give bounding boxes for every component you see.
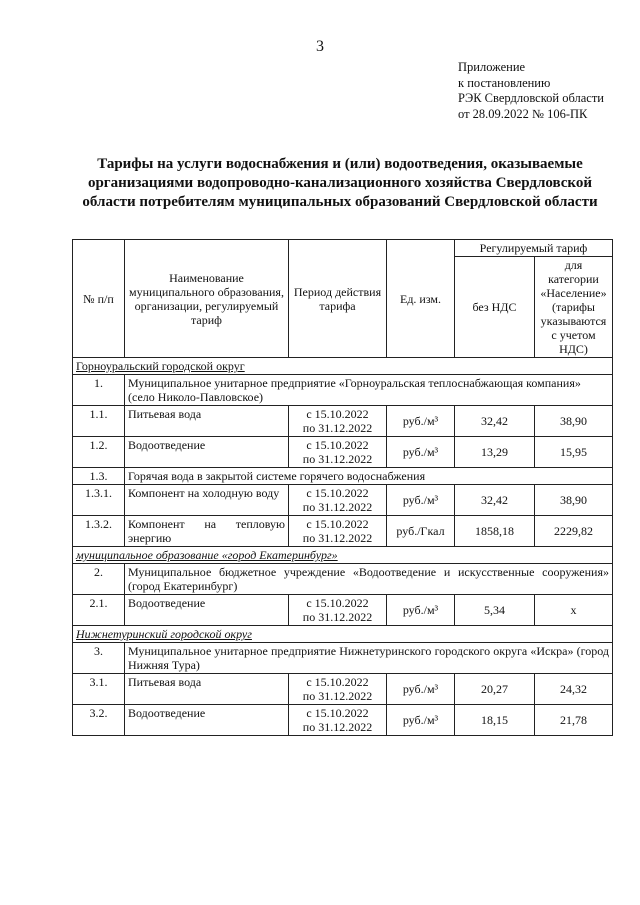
header-unit: Ед. изм. [387,240,455,358]
row-num: 1.1. [73,406,125,437]
row-population: 38,90 [535,485,613,516]
org-name: Муниципальное унитарное предприятие «Горноуральская теплоснабжающая компания» (село Николо-Павловское) [125,375,613,406]
subgroup-num: 1.3. [73,468,125,485]
row-name: Компонент на тепловую энергию [125,516,289,547]
table-row [73,705,613,736]
row-without-vat: 32,42 [455,406,535,437]
org-num: 3. [73,643,125,674]
header-num: № п/п [73,240,125,358]
row-unit: руб./Гкал [387,516,455,547]
row-period: с 15.10.2022 по 31.12.2022 [289,406,387,437]
header-regulated: Регулируемый тариф [455,240,613,257]
org-num: 1. [73,375,125,406]
header-population: для категории «Население» (тарифы указываются с учетом НДС) [535,257,613,358]
section-title: Нижнетуринский городской округ [73,626,613,643]
appendix-line: РЭК Свердловской области [458,91,604,105]
row-without-vat: 5,34 [455,595,535,626]
row-population: x [535,595,613,626]
row-unit: руб./м³ [387,595,455,626]
appendix-note [458,60,604,122]
org-num: 2. [73,564,125,595]
table-row [73,485,613,516]
row-without-vat: 20,27 [455,674,535,705]
row-period: с 15.10.2022 по 31.12.2022 [289,595,387,626]
subgroup-name: Горячая вода в закрытой системе горячего водоснабжения [125,468,613,485]
row-name: Водоотведение [125,437,289,468]
table-row [73,406,613,437]
row-period: с 15.10.2022 по 31.12.2022 [289,516,387,547]
row-population: 15,95 [535,437,613,468]
appendix-line: от 28.09.2022 № 106-ПК [458,106,588,121]
document-title: Тарифы на услуги водоснабжения и (или) водоотведения, оказываемые организациями водопроводно-канализационного хозяйства Свердловской области потребителям муниципальных образований Свердловской области [82,156,598,210]
header-name: Наименование муниципального образования, организации, регулируемый тариф [125,240,289,358]
row-name: Водоотведение [125,705,289,736]
row-without-vat: 18,15 [455,705,535,736]
row-num: 2.1. [73,595,125,626]
org-name: Муниципальное унитарное предприятие Нижнетуринского городского округа «Искра» (город Нижняя Тура) [125,643,613,674]
row-population: 24,32 [535,674,613,705]
header-period: Период действия тарифа [289,240,387,358]
row-population: 21,78 [535,705,613,736]
row-period: с 15.10.2022 по 31.12.2022 [289,705,387,736]
row-name: Компонент на холодную воду [125,485,289,516]
row-period: с 15.10.2022 по 31.12.2022 [289,485,387,516]
row-population: 2229,82 [535,516,613,547]
row-without-vat: 13,29 [455,437,535,468]
section-title: муниципальное образование «город Екатеринбург» [73,547,613,564]
tariffs-table [72,239,613,736]
row-period: с 15.10.2022 по 31.12.2022 [289,674,387,705]
row-without-vat: 32,42 [455,485,535,516]
row-num: 1.3.2. [73,516,125,547]
table-row [73,437,613,468]
row-population: 38,90 [535,406,613,437]
appendix-line: Приложение [458,60,526,74]
row-num: 1.3.1. [73,485,125,516]
table-row [73,674,613,705]
row-unit: руб./м³ [387,485,455,516]
row-name: Водоотведение [125,595,289,626]
row-name: Питьевая вода [125,674,289,705]
row-num: 3.2. [73,705,125,736]
row-unit: руб./м³ [387,705,455,736]
table-row [73,595,613,626]
header-without-vat: без НДС [455,257,535,358]
row-unit: руб./м³ [387,674,455,705]
row-unit: руб./м³ [387,406,455,437]
row-num: 3.1. [73,674,125,705]
row-unit: руб./м³ [387,437,455,468]
row-name: Питьевая вода [125,406,289,437]
page-number: 3 [316,38,324,55]
section-title: Горноуральский городской округ [73,358,613,375]
appendix-line: к постановлению [458,75,551,90]
table-row [73,516,613,547]
row-period: с 15.10.2022 по 31.12.2022 [289,437,387,468]
row-num: 1.2. [73,437,125,468]
org-name: Муниципальное бюджетное учреждение «Водоотведение и искусственные сооружения» (город Екатеринбург) [125,564,613,595]
row-without-vat: 1858,18 [455,516,535,547]
